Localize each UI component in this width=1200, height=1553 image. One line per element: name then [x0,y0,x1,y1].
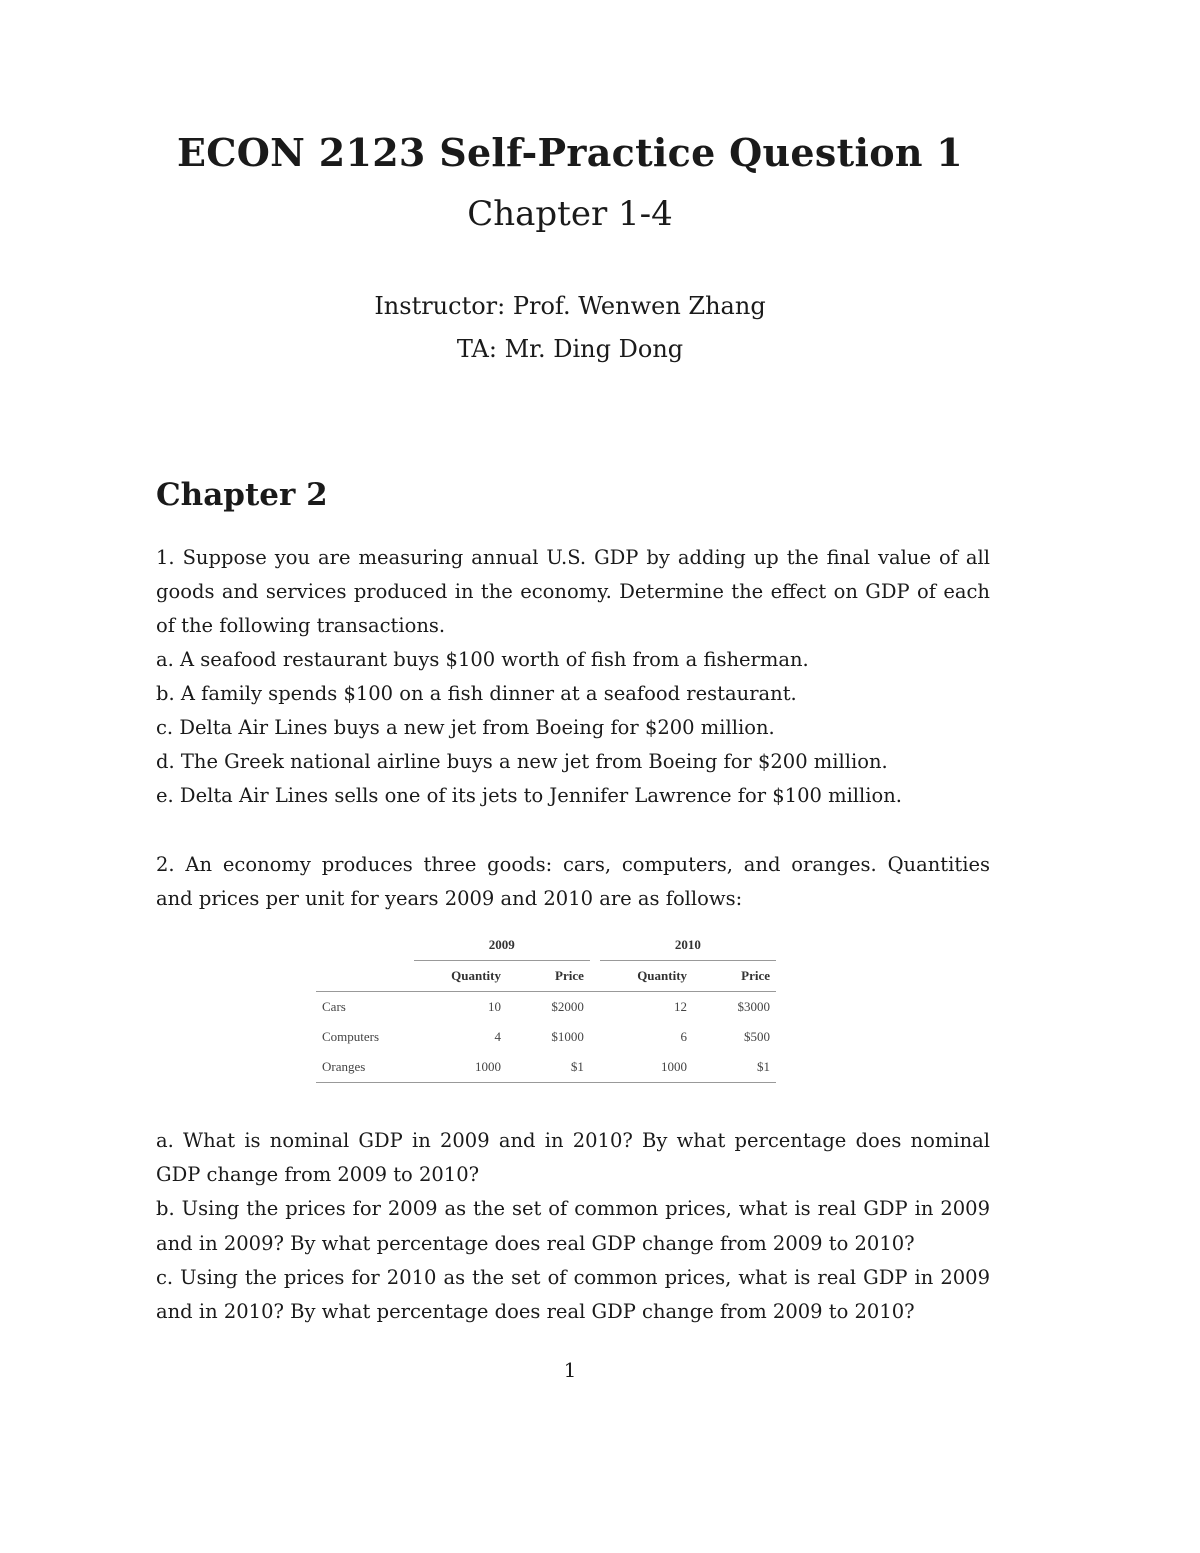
row-label: Computers [322,1029,380,1044]
instructor-line: Instructor: Prof. Wenwen Zhang [374,292,766,320]
question-1-line: goods and services produced in the economy. Determine the effect on GDP of each [156,580,990,603]
question-1-line: of the following transactions. [156,614,446,637]
question-2-part: b. Using the prices for 2009 as the set of common prices, what is real GDP in 2009 [156,1197,990,1220]
question-2-part: GDP change from 2009 to 2010? [156,1163,480,1186]
column-header: Quantity [414,961,507,992]
year-header: 2009 [414,930,590,961]
gdp-data-table [316,930,776,1083]
table-cell: $1 [507,1052,590,1083]
question-2-part: and in 2009? By what percentage does real GDP change from 2009 to 2010? [156,1232,915,1255]
table-row [316,1052,776,1083]
table-cell: 10 [487,999,501,1014]
table-cell: 1000 [600,1052,693,1083]
page-number: 1 [563,1358,577,1382]
row-label: Cars [322,999,346,1014]
row-label: Oranges [316,1052,414,1083]
question-1-item: d. The Greek national airline buys a new jet from Boeing for $200 million. [156,750,888,773]
question-1-item: e. Delta Air Lines sells one of its jets to Jennifer Lawrence for $100 million. [156,784,903,807]
question-1-item: b. A family spends $100 on a fish dinner at a seafood restaurant. [156,682,797,705]
question-2-line: 2. An economy produces three goods: cars, computers, and oranges. Quantities [156,853,990,876]
question-1-line: 1. Suppose you are measuring annual U.S. GDP by adding up the final value of all [156,546,990,569]
question-1-item: a. A seafood restaurant buys $100 worth of fish from a fisherman. [156,648,809,671]
column-header: Quantity [600,961,693,992]
table-cell: 4 [494,1029,501,1044]
question-1-item: c. Delta Air Lines buys a new jet from Boeing for $200 million. [156,716,775,739]
table-cell: $1 [693,1052,776,1083]
question-2-part: and in 2010? By what percentage does real GDP change from 2009 to 2010? [156,1300,915,1323]
question-2-line: and prices per unit for years 2009 and 2010 are as follows: [156,887,743,910]
document-subtitle: Chapter 1-4 [467,194,673,234]
table-cell: $1000 [551,1029,584,1044]
table-row [316,992,776,1023]
table-cell: $3000 [737,999,770,1014]
table-cell: $2000 [551,999,584,1014]
column-header: Price [507,961,590,992]
section-heading: Chapter 2 [156,477,328,513]
question-2-part: c. Using the prices for 2010 as the set of common prices, what is real GDP in 2009 [156,1266,990,1289]
document-title: ECON 2123 Self-Practice Question 1 [176,130,964,175]
table-row [316,1022,776,1052]
question-2-part: a. What is nominal GDP in 2009 and in 2010? By what percentage does nominal [156,1129,990,1152]
ta-line: TA: Mr. Ding Dong [456,335,684,363]
column-header: Price [693,961,776,992]
year-header: 2010 [600,930,776,961]
table-cell: 6 [680,1029,688,1044]
table-cell: $500 [744,1029,770,1044]
table-cell: 1000 [414,1052,507,1083]
table-cell: 12 [674,999,688,1014]
